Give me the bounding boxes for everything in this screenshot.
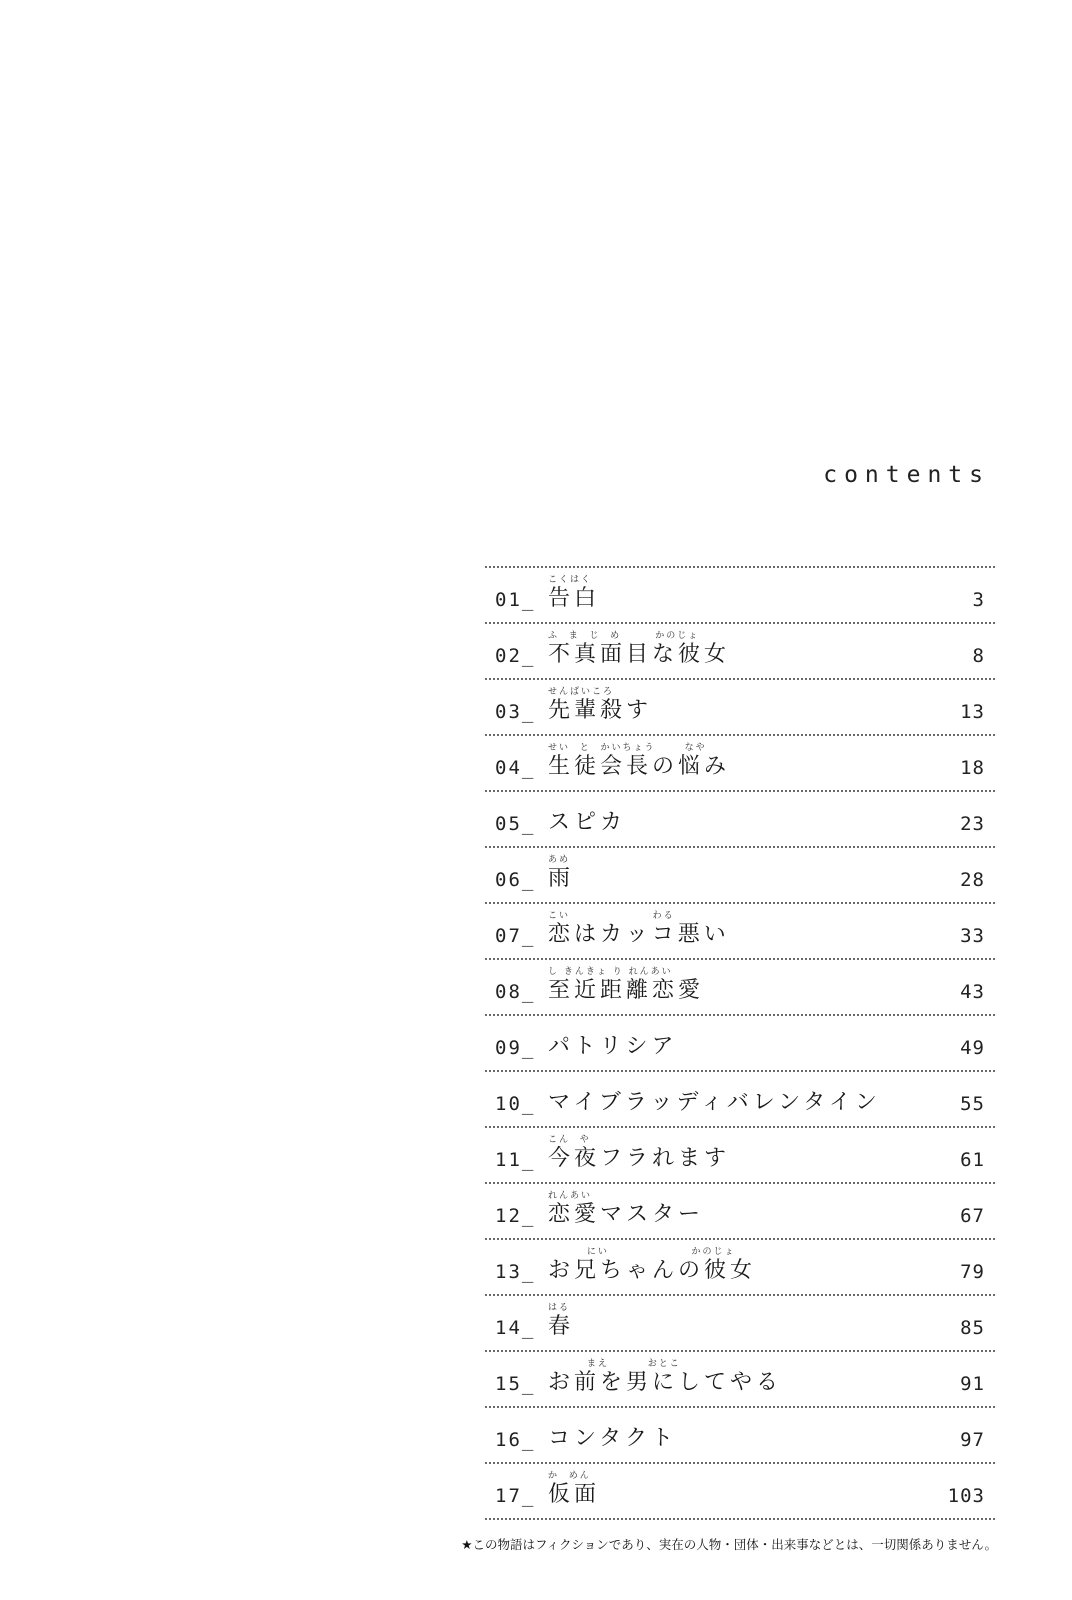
toc-entry-number: 03_ xyxy=(495,701,536,723)
toc-entry-page: 43 xyxy=(960,981,985,1003)
toc-entry xyxy=(485,680,995,736)
toc-entry xyxy=(485,736,995,792)
toc-entry xyxy=(485,624,995,680)
toc-entry-number: 12_ xyxy=(495,1205,536,1227)
toc-entry-number: 13_ xyxy=(495,1261,536,1283)
toc-entry xyxy=(485,1352,995,1408)
toc-entry-title: 生徒会長の悩み xyxy=(548,754,731,779)
toc-entry-number: 06_ xyxy=(495,869,536,891)
toc-entry-ruby: にい かのじょ xyxy=(548,1247,736,1257)
toc-entry-number: 15_ xyxy=(495,1373,536,1395)
toc-entry-title: 恋愛マスター xyxy=(548,1202,705,1227)
toc-entry-title: 雨 xyxy=(548,866,575,891)
toc-entry-number: 10_ xyxy=(495,1093,536,1115)
toc-entry xyxy=(485,1072,995,1128)
toc-entry xyxy=(485,1408,995,1464)
toc-entry-page: 33 xyxy=(960,925,985,947)
toc-entry-page: 55 xyxy=(960,1093,985,1115)
toc-entry-page: 97 xyxy=(960,1429,985,1451)
toc-entry-number: 01_ xyxy=(495,589,536,611)
toc-entry xyxy=(485,568,995,624)
toc-entry xyxy=(485,960,995,1016)
toc-entry-title: 至近距離恋愛 xyxy=(548,978,705,1003)
toc-entry-page: 28 xyxy=(960,869,985,891)
toc-entry xyxy=(485,1128,995,1184)
contents-heading: contents xyxy=(823,462,990,488)
toc-entry-title: 先輩殺す xyxy=(548,698,653,723)
toc-entry-number: 09_ xyxy=(495,1037,536,1059)
toc-entry-title: お前を男にしてやる xyxy=(548,1370,783,1395)
toc-entry-number: 04_ xyxy=(495,757,536,779)
toc-entry-ruby: ふ ま じ め かのじょ xyxy=(548,631,700,641)
toc-entry-title: 仮面 xyxy=(548,1482,601,1507)
toc-entry-page: 85 xyxy=(960,1317,985,1339)
toc-entry-ruby: こい わる xyxy=(548,911,675,921)
toc-entry xyxy=(485,1464,995,1520)
toc-entry xyxy=(485,904,995,960)
toc-entry-ruby: まえ おとこ xyxy=(548,1359,681,1369)
toc-entry-number: 14_ xyxy=(495,1317,536,1339)
toc-entry-number: 11_ xyxy=(495,1149,536,1171)
toc-entry-page: 3 xyxy=(972,589,985,611)
toc-entry-ruby: れんあい xyxy=(548,1191,593,1201)
toc-entry-title: 恋はカッコ悪い xyxy=(548,922,730,947)
toc-entry-number: 07_ xyxy=(495,925,536,947)
toc-entry-title: マイブラッディバレンタイン xyxy=(548,1090,881,1115)
toc-entry-number: 16_ xyxy=(495,1429,536,1451)
toc-entry-number: 02_ xyxy=(495,645,536,667)
toc-entry-ruby: か めん xyxy=(548,1471,591,1481)
toc-entry xyxy=(485,792,995,848)
toc-entry-page: 61 xyxy=(960,1149,985,1171)
toc-entry xyxy=(485,1016,995,1072)
toc-entry-title: 告白 xyxy=(548,586,601,611)
toc-entry xyxy=(485,1296,995,1352)
toc-entry-ruby: こくはく xyxy=(548,575,593,585)
toc-entry-page: 49 xyxy=(960,1037,985,1059)
toc-entry-page: 23 xyxy=(960,813,985,835)
toc-entry-ruby: し きんきょ り れんあい xyxy=(548,967,673,977)
toc-entry-title: 春 xyxy=(548,1314,575,1339)
toc-entry-ruby: こん や xyxy=(548,1135,591,1145)
toc-entry-page: 67 xyxy=(960,1205,985,1227)
toc-entry-title: お兄ちゃんの彼女 xyxy=(548,1258,757,1283)
toc-entry-page: 79 xyxy=(960,1261,985,1283)
toc-entry-title: コンタクト xyxy=(548,1426,678,1451)
toc-entry-page: 103 xyxy=(947,1485,985,1507)
toc-entry-title: パトリシア xyxy=(548,1034,678,1059)
toc-entry-page: 8 xyxy=(972,645,985,667)
table-of-contents xyxy=(485,566,995,1520)
toc-entry xyxy=(485,1240,995,1296)
fiction-disclaimer: ★この物語はフィクションであり、実在の人物・団体・出来事などとは、一切関係ありません。 xyxy=(461,1537,997,1552)
toc-entry-number: 05_ xyxy=(495,813,536,835)
toc-entry-ruby: せんぱいころ xyxy=(548,687,615,697)
toc-entry-ruby: せい と かいちょう なや xyxy=(548,743,707,753)
toc-entry xyxy=(485,1184,995,1240)
toc-entry-number: 17_ xyxy=(495,1485,536,1507)
toc-entry-number: 08_ xyxy=(495,981,536,1003)
toc-entry-ruby: はる xyxy=(548,1303,571,1313)
toc-entry-ruby: あめ xyxy=(548,855,571,865)
toc-entry-page: 91 xyxy=(960,1373,985,1395)
toc-entry-title: 今夜フラれます xyxy=(548,1146,731,1171)
toc-entry xyxy=(485,848,995,904)
toc-entry-title: 不真面目な彼女 xyxy=(548,642,731,667)
toc-entry-title: スピカ xyxy=(548,810,627,835)
toc-entry-page: 18 xyxy=(960,757,985,779)
toc-entry-page: 13 xyxy=(960,701,985,723)
